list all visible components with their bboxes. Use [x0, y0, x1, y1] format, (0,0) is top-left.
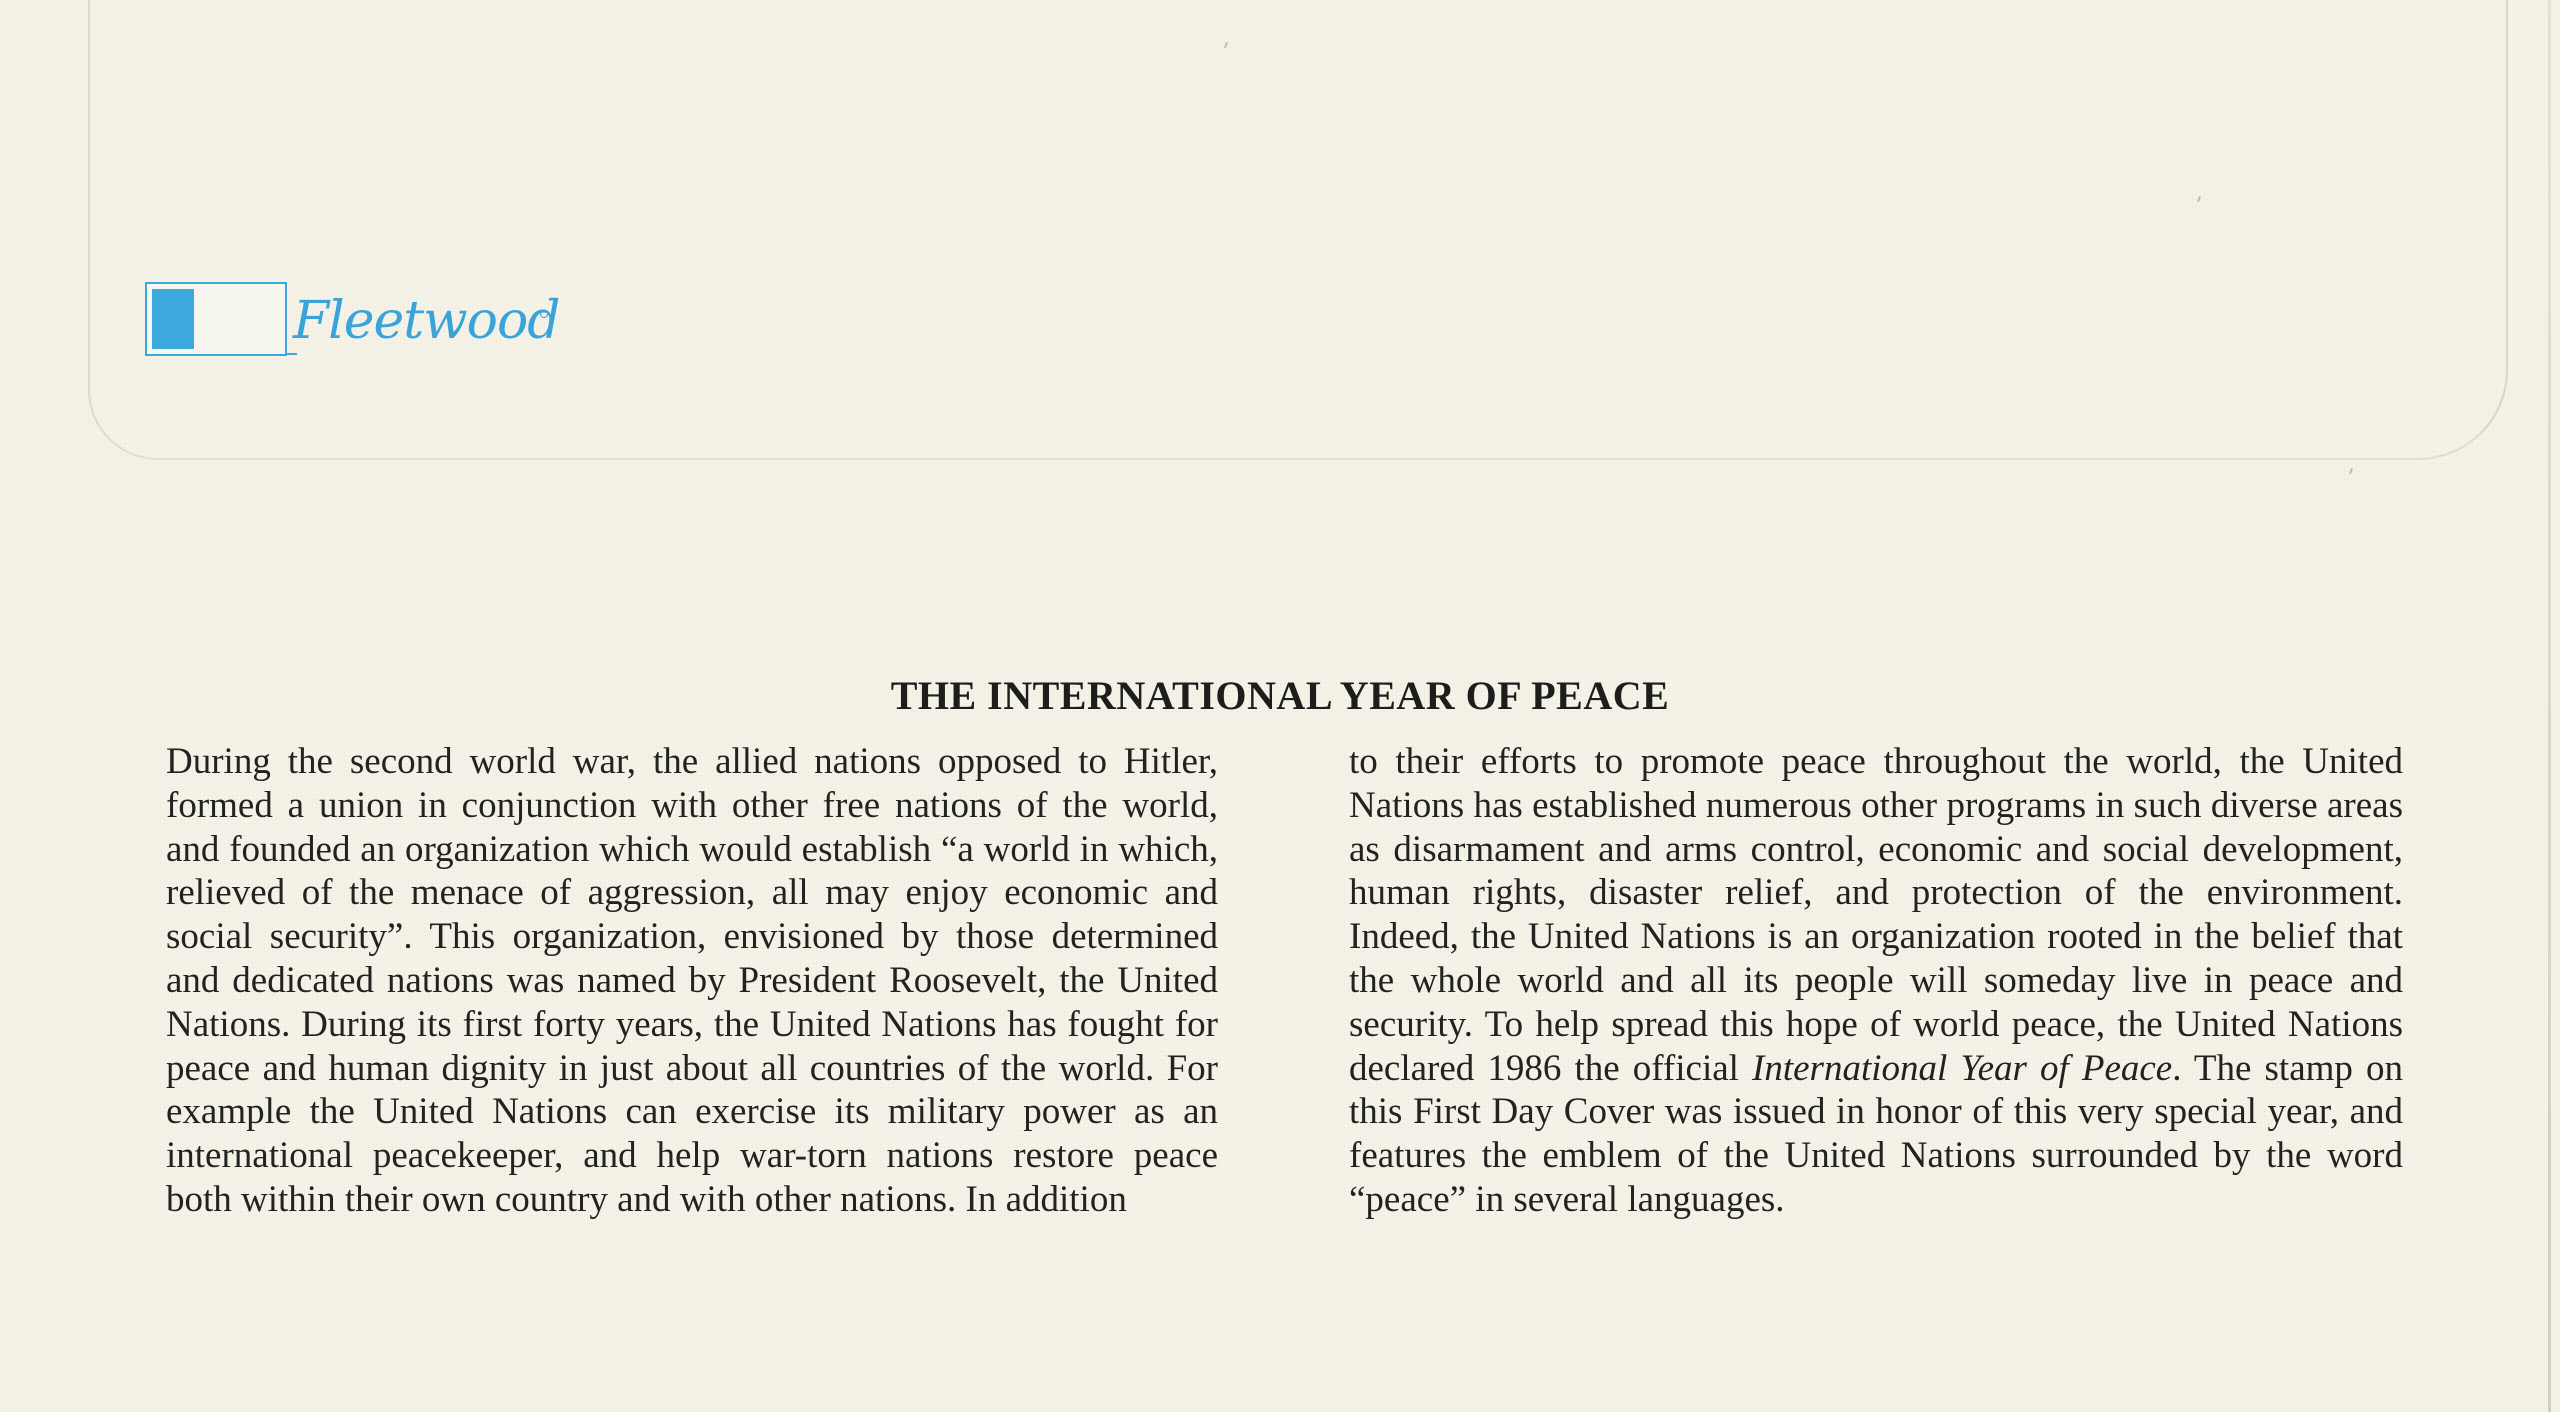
- year-of-peace-italic: International Year of Peace: [1752, 1047, 2173, 1089]
- right-column-text: [1349, 740, 2403, 1222]
- logo-box-fill: [152, 289, 194, 349]
- right-column-text-part2: . The stamp on this First Day Cover was issued in honor of this very special year, and features the emblem of the United Nations surrounded by the word “peace” in several languages.: [1349, 1047, 2403, 1220]
- article-left-column: [166, 740, 1218, 1222]
- article-right-column: [1349, 740, 2403, 1222]
- left-column-text: During the second world war, the allied nations opposed to Hitler, formed a union in conjunction with other free nations of the world, and founded an organization which would establish “a world in which, relieved of the menace of aggression, all may enjoy economic and social security”. This organization, envisioned by those determined and dedicated nations was named by President Roosevelt, the United Nations. During its first forty years, the United Nations has fought for peace and human dignity in just about all countries of the world. For example the United Nations can exercise its military power as an international peacekeeper, and help war-torn nations restore peace both within their own country and with other nations. In addition: [166, 741, 1218, 1220]
- logo-wordmark: Fleetwood: [293, 291, 560, 351]
- article-title: THE INTERNATIONAL YEAR OF PEACE: [890, 673, 1670, 718]
- envelope-flap-outline: [88, 0, 2508, 460]
- registered-mark-icon: [540, 310, 548, 318]
- right-column-text-part1: to their efforts to promote peace throughout the world, the United Nations has established numerous other programs in such diverse areas as disarmament and arms control, economic and social development, human rights, disaster relief, and protection of the environment. Indeed, the United Nations is an organization rooted in the belief that the whole world and all its people will someday live in peace and security. To help spread this hope of world peace, the United Nations declared 1986 the official: [1349, 741, 2403, 1089]
- fleetwood-logo: [145, 282, 560, 362]
- logo-box-icon: [145, 282, 287, 356]
